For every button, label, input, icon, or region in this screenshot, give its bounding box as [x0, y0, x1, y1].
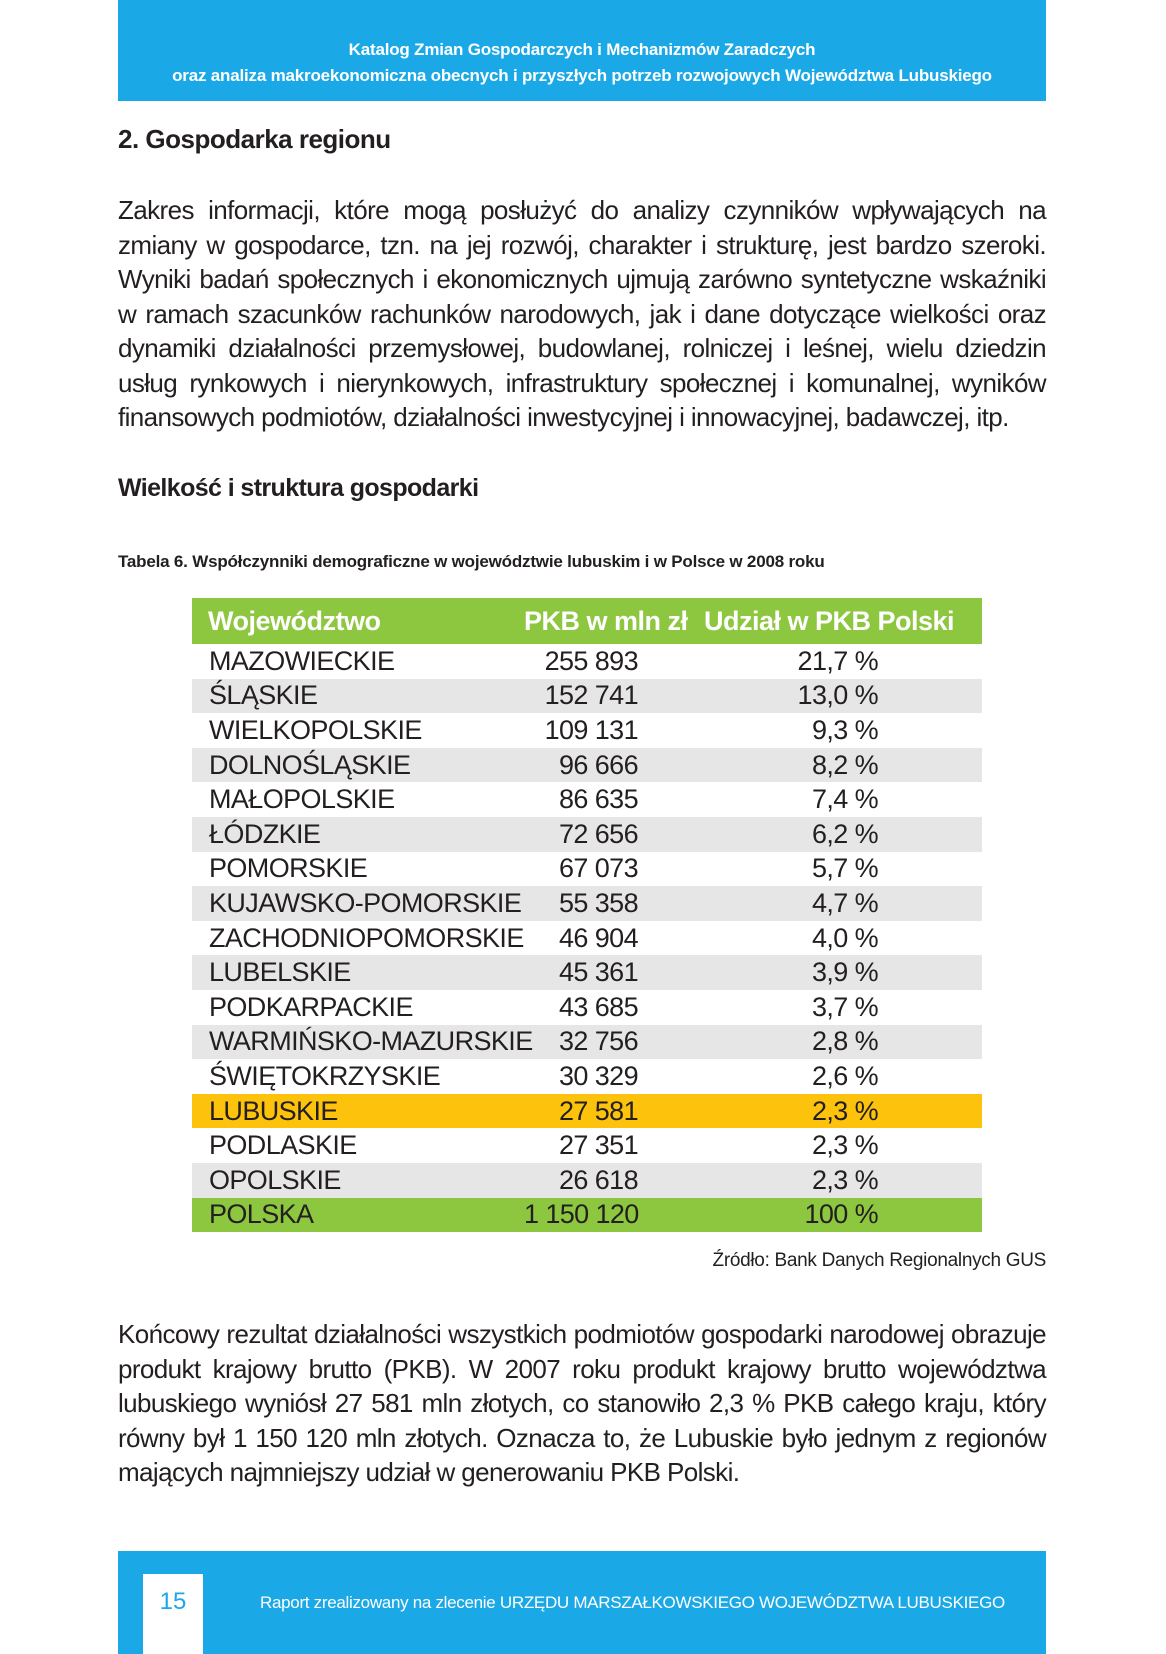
cell-region: ZACHODNIOPOMORSKIE: [209, 922, 524, 953]
cell-region: POMORSKIE: [209, 853, 368, 884]
cell-region: LUBELSKIE: [209, 957, 351, 988]
cell-gdp: 152 741: [544, 680, 638, 711]
cell-share: 5,7 %: [811, 853, 878, 884]
cell-share: 9,3 %: [811, 714, 878, 745]
table-row: [192, 817, 982, 852]
cell-region: WIELKOPOLSKIE: [209, 714, 422, 745]
page-footer: [118, 1551, 1046, 1654]
subsection-title: Wielkość i struktura gospodarki: [118, 474, 479, 502]
cell-gdp: 1 150 120: [524, 1199, 639, 1230]
cell-share: 7,4 %: [811, 784, 878, 815]
cell-share: 4,0 %: [811, 922, 878, 953]
table-row: [192, 852, 982, 887]
footer-text: Raport zrealizowany na zlecenie URZĘDU MARSZAŁKOWSKIEGO WOJEWÓDZTWA LUBUSKIEGO: [260, 1593, 1005, 1612]
cell-gdp: 30 329: [559, 1060, 638, 1091]
cell-share: 2,3 %: [811, 1164, 878, 1195]
cell-gdp: 32 756: [559, 1026, 638, 1057]
cell-region: ŚLĄSKIE: [209, 680, 318, 711]
cell-gdp: 96 666: [559, 749, 638, 780]
cell-gdp: 46 904: [559, 922, 638, 953]
cell-region: PODLASKIE: [209, 1130, 357, 1161]
column-header-share: Udział w PKB Polski: [704, 605, 955, 636]
column-header-gdp: PKB w mln zł: [524, 605, 688, 636]
table-row: [192, 1059, 982, 1094]
cell-region: OPOLSKIE: [209, 1164, 341, 1195]
page-number: 15: [143, 1574, 203, 1654]
cell-region: PODKARPACKIE: [209, 991, 413, 1022]
cell-share: 2,3 %: [811, 1095, 878, 1126]
cell-share: 13,0 %: [797, 680, 878, 711]
cell-region: ŚWIĘTOKRZYSKIE: [209, 1060, 441, 1091]
cell-gdp: 43 685: [559, 991, 638, 1022]
cell-gdp: 27 351: [559, 1130, 638, 1161]
table-row: [192, 782, 982, 817]
cell-region: KUJAWSKO-POMORSKIE: [209, 887, 522, 918]
cell-gdp: 72 656: [559, 818, 638, 849]
cell-gdp: 27 581: [559, 1095, 638, 1126]
table-row: [192, 990, 982, 1025]
cell-gdp: 109 131: [544, 714, 638, 745]
gdp-table: [192, 598, 982, 1232]
table-caption: Tabela 6. Współczynniki demograficzne w województwie lubuskim i w Polsce w 2008 roku: [118, 552, 825, 571]
table-row: [192, 713, 982, 748]
cell-share: 2,3 %: [811, 1130, 878, 1161]
header-line-2: oraz analiza makroekonomiczna obecnych i przyszłych potrzeb rozwojowych Województwa Lubuskiego: [172, 66, 992, 85]
cell-share: 100 %: [804, 1199, 878, 1230]
cell-gdp: 45 361: [559, 957, 638, 988]
cell-region: WARMIŃSKO-MAZURSKIE: [209, 1026, 533, 1057]
page-header: [118, 0, 1046, 101]
cell-gdp: 55 358: [559, 887, 638, 918]
cell-share: 3,9 %: [811, 957, 878, 988]
cell-gdp: 67 073: [559, 853, 638, 884]
cell-region: MAZOWIECKIE: [209, 645, 395, 676]
cell-region: ŁÓDZKIE: [209, 818, 321, 849]
cell-region: DOLNOŚLĄSKIE: [209, 749, 411, 780]
outro-paragraph: Końcowy rezultat działalności wszystkich podmiotów gospodarki narodowej obrazuje produkt krajowy brutto (PKB). W 2007 roku produkt krajowy brutto województwa lubuskiego wyniósł 27 581 mln złotych, co stanowiło 2,3 % PKB całego kraju, który równy był 1 150 120 mln złotych. Oznacza to, że Lubuskie było jednym z regionów mających najmniejszy udział w generowaniu PKB Polski.: [118, 1319, 1046, 1487]
header-line-1: Katalog Zmian Gospodarczych i Mechanizmów Zaradczych: [348, 40, 816, 59]
cell-share: 8,2 %: [811, 749, 878, 780]
table-row: [192, 679, 982, 714]
table-header: [192, 598, 982, 644]
column-header-region: Województwo: [208, 605, 381, 636]
cell-share: 3,7 %: [811, 991, 878, 1022]
table-row: [192, 644, 982, 679]
source-note: Źródło: Bank Danych Regionalnych GUS: [712, 1250, 1046, 1271]
table-row: [192, 1094, 982, 1129]
cell-share: 21,7 %: [797, 645, 878, 676]
cell-gdp: 26 618: [559, 1164, 638, 1195]
table-row: [192, 748, 982, 783]
table-row: [192, 921, 982, 956]
table-row: [192, 1025, 982, 1060]
table-row: [192, 1128, 982, 1163]
intro-paragraph: Zakres informacji, które mogą posłużyć do analizy czynników wpływających na zmiany w gospodarce, tzn. na jej rozwój, charakter i strukturę, jest bardzo szeroki. Wyniki badań społecznych i ekonomicznych ujmują zarówno syntetyczne wskaźniki w ramach szacunków rachunków narodowych, jak i dane dotyczące wielkości oraz dynamiki działalności przemysłowej, budowlanej, rolniczej i leśnej, wielu dziedzin usług rynkowych i nierynkowych, infrastruktury społecznej i komunalnej, wyników finansowych podmiotów, działalności inwestycyjnej i innowacyjnej, badawczej, itp.: [118, 195, 1046, 432]
cell-region: LUBUSKIE: [209, 1095, 338, 1126]
cell-share: 4,7 %: [811, 887, 878, 918]
section-title: 2. Gospodarka regionu: [118, 124, 391, 154]
table-body: [192, 644, 982, 1232]
table-row: [192, 955, 982, 990]
cell-share: 2,8 %: [811, 1026, 878, 1057]
table-row: [192, 1198, 982, 1233]
cell-share: 6,2 %: [811, 818, 878, 849]
cell-share: 2,6 %: [811, 1060, 878, 1091]
cell-gdp: 255 893: [544, 645, 638, 676]
table-row: [192, 1163, 982, 1198]
cell-region: POLSKA: [209, 1199, 314, 1230]
cell-region: MAŁOPOLSKIE: [209, 784, 395, 815]
cell-gdp: 86 635: [559, 784, 638, 815]
table-row: [192, 886, 982, 921]
